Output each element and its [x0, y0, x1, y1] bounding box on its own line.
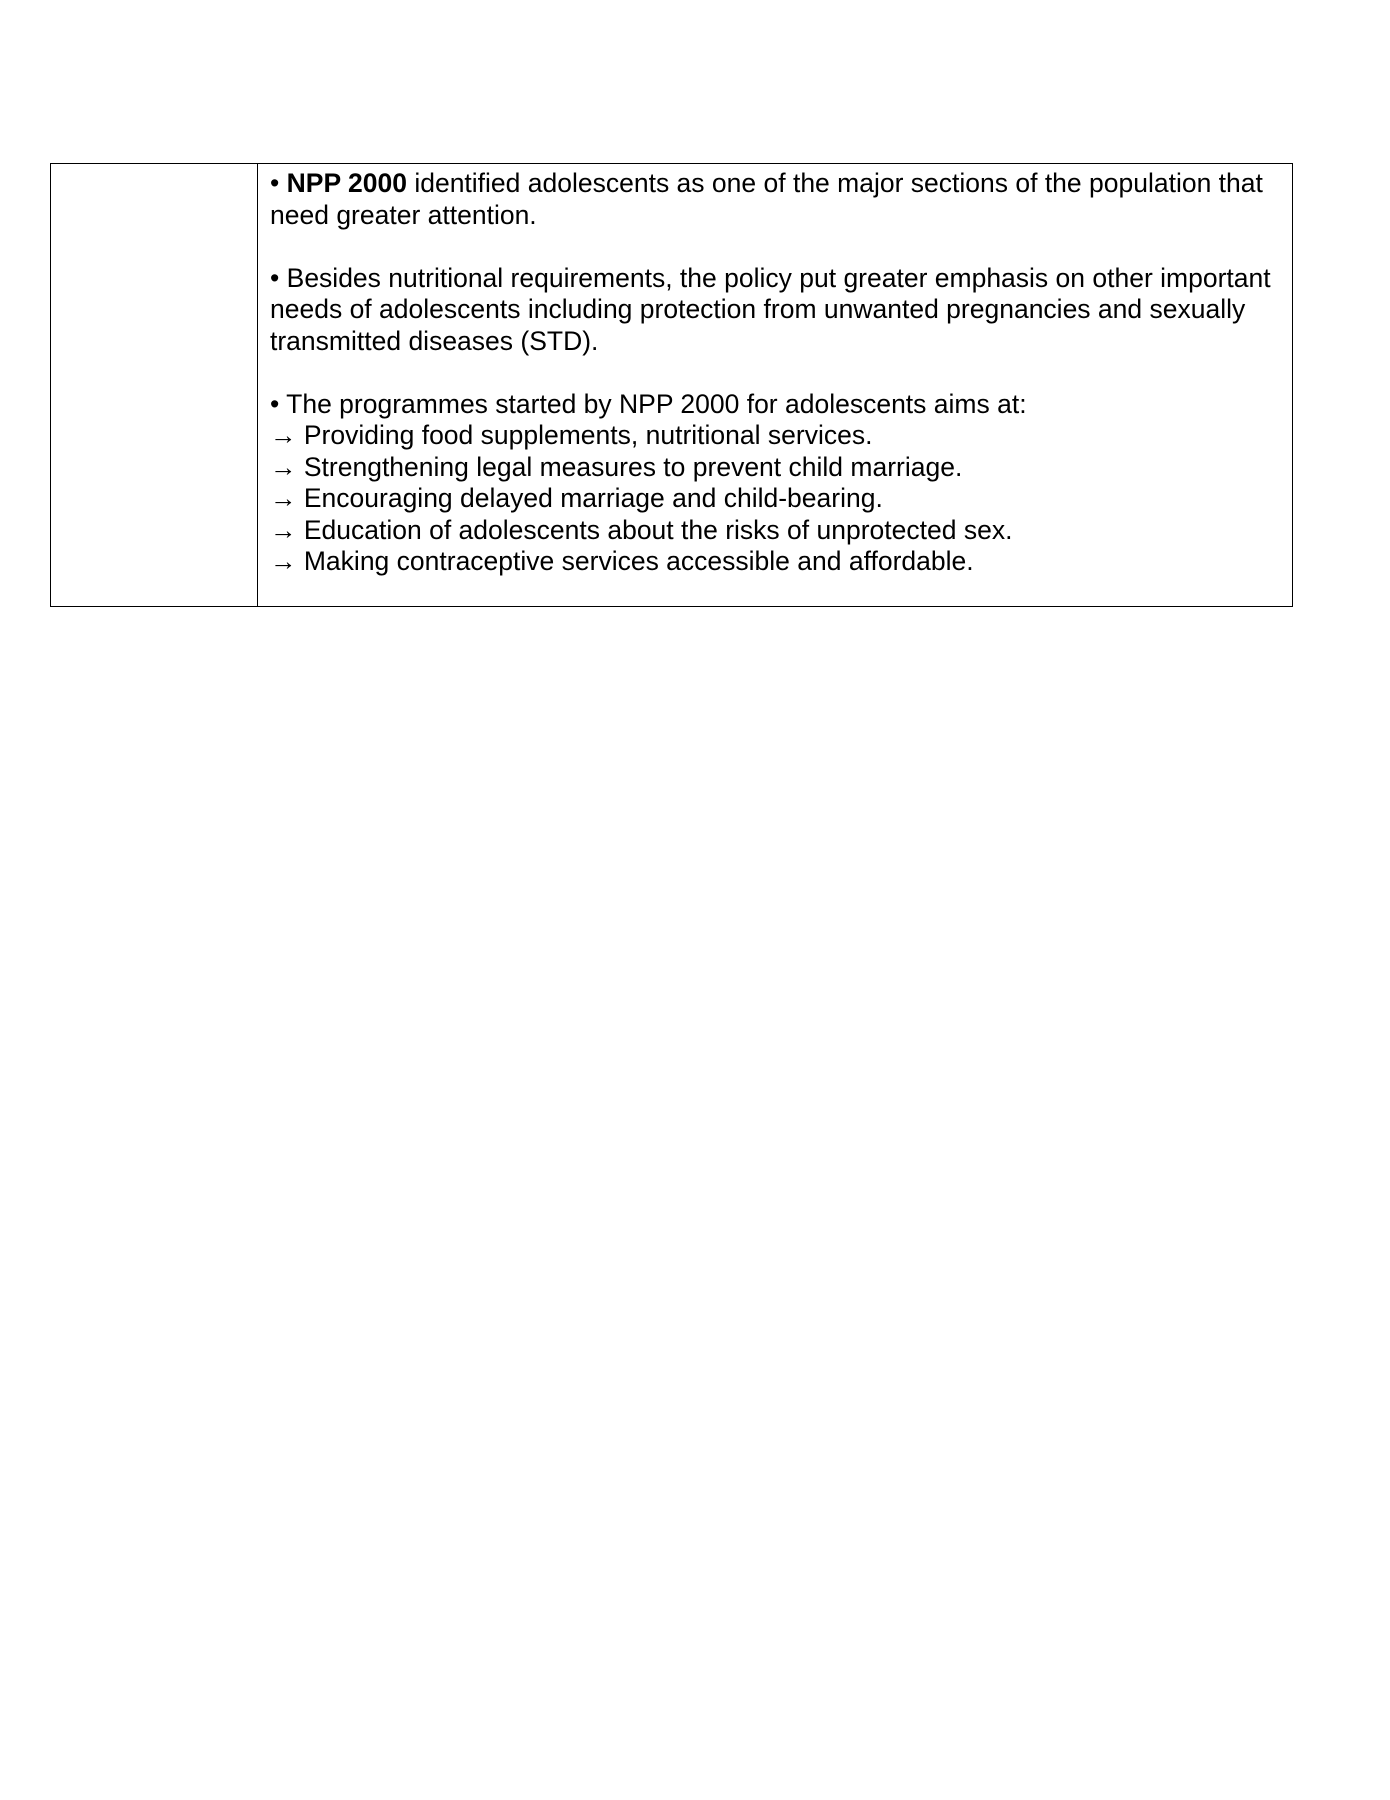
bold-npp-2000: NPP 2000 — [286, 168, 407, 198]
right-cell — [258, 164, 1293, 607]
paragraph-programmes-intro: • The programmes started by NPP 2000 for adolescents aims at: — [270, 388, 1027, 419]
paragraph-npp-identified — [270, 168, 1280, 231]
bullet: • — [270, 168, 287, 198]
paragraph-nutritional-requirements: • Besides nutritional requirements, the policy put greater emphasis on other important needs of adolescents including protection from unwanted pregnancies and sexually transmitted diseases (STD). — [270, 262, 1271, 356]
list-item: → Strengthening legal measures to prevent child marriage. — [270, 451, 963, 482]
left-cell — [51, 164, 258, 607]
paragraph-gap — [270, 231, 1280, 263]
list-item: → Making contraceptive services accessible and affordable. — [270, 546, 974, 576]
table-row — [51, 164, 1293, 607]
paragraph-gap — [270, 357, 1280, 389]
content-table — [50, 163, 1293, 607]
list-item: → Encouraging delayed marriage and child-bearing. — [270, 483, 883, 513]
list-item: → Providing food supplements, nutritional services. — [270, 420, 873, 450]
paragraph-text: identified adolescents as one of the major sections of the population that need greater attention. — [270, 168, 1263, 230]
list-item: → Education of adolescents about the risks of unprotected sex. — [270, 514, 1013, 545]
